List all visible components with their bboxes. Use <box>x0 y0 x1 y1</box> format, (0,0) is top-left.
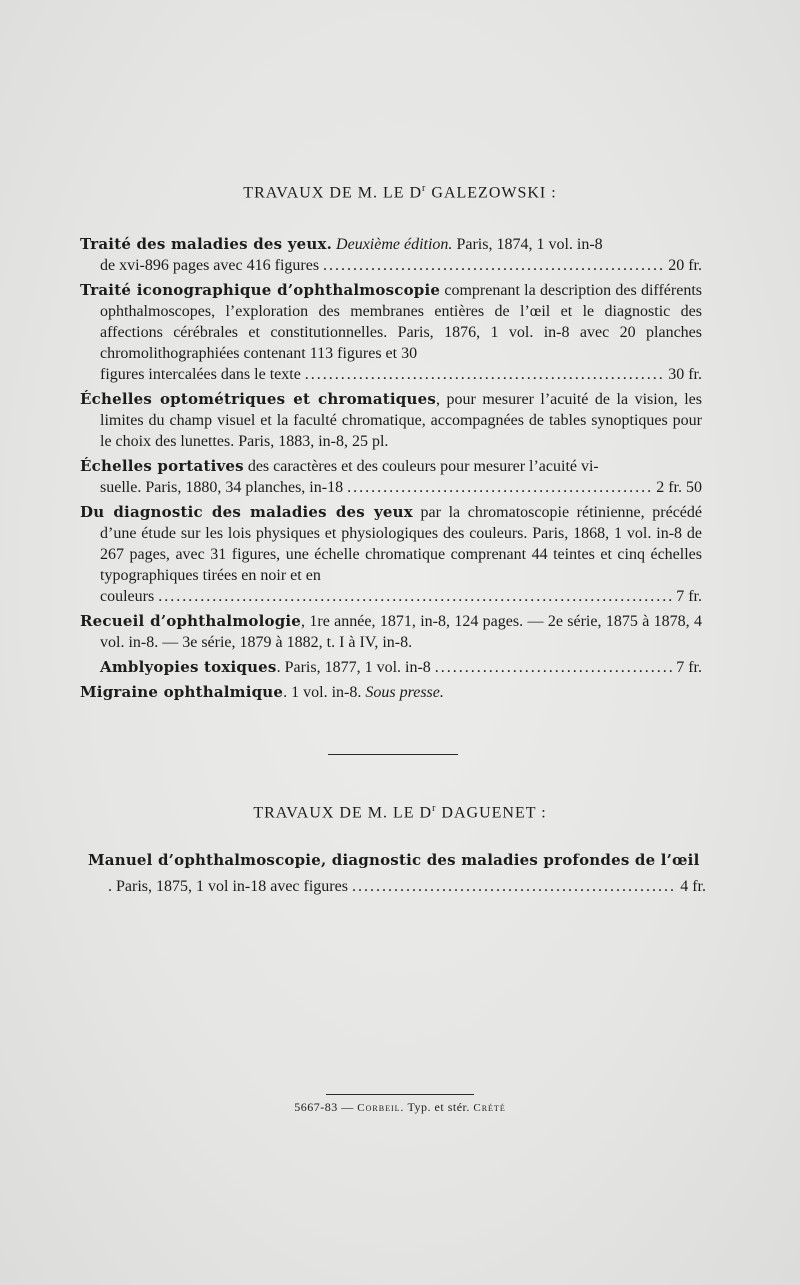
daguenet-price-line-wrapper <box>108 876 706 897</box>
printer-name: Crété <box>473 1102 506 1114</box>
work-title: Traité iconographique d’ophthalmoscopie <box>80 281 441 299</box>
heading-text: TRAVAUX DE M. LE D <box>253 804 433 822</box>
work-title: Traité des maladies des yeux. <box>80 235 333 253</box>
work-details: . Paris, 1877, 1 vol. in-8 <box>276 659 431 676</box>
work-title: Échelles portatives <box>80 457 244 475</box>
heading-superscript: r <box>432 803 437 814</box>
work-details: des caractères et des couleurs pour mesurer l’acuité vi- <box>243 458 599 475</box>
footer-rule <box>326 1094 474 1095</box>
heading-text-end: GALEZOWSKI : <box>426 184 557 202</box>
work-edition: Deuxième édition. <box>336 236 453 253</box>
work-price-line <box>100 586 702 607</box>
work-price: 7 fr. <box>676 659 702 676</box>
work-entry <box>80 389 702 452</box>
printer-type: Typ. et stér. <box>404 1100 474 1114</box>
printer-town: Corbeil. <box>357 1102 405 1114</box>
heading-text: TRAVAUX DE M. LE D <box>243 184 423 202</box>
work-entry <box>80 502 702 607</box>
work-title: Manuel d’ophthalmoscopie, diagnostic des maladies profondes de l’œil <box>88 851 700 869</box>
work-details-end: couleurs <box>100 588 155 605</box>
work-price: 20 fr. <box>668 257 702 274</box>
work-price: 7 fr. <box>676 588 702 605</box>
work-title: Du diagnostic des maladies des yeux <box>80 503 413 521</box>
work-details: , pour mesurer l’acuité de la vision, les limites du champ visuel et la faculté chromatique, accompagnées de tables synoptiques pour le choix des lunettes. Paris, 1883, in-8, 25 pl. <box>100 391 702 450</box>
work-price-line <box>100 255 702 276</box>
work-details-end: figures intercalées dans le texte <box>100 366 301 383</box>
work-title-line <box>100 657 431 678</box>
work-details: , 1re année, 1871, in-8, 124 pages. — 2e série, 1875 à 1878, 4 vol. in-8. — 3e série, 1879 à 1882, t. I à IV, in-8. <box>100 613 703 651</box>
dot-leader <box>352 876 676 897</box>
work-title: Recueil d’ophthalmologie <box>80 612 302 630</box>
work-details: comprenant la description des différents ophthalmoscopes, l’exploration des membranes entières de l’œil et le diagnostic des affections cérébrales et constitutionnelles. Paris, 1876, 1 vol. in-8 avec 20 planches chromolithographiées contenant 113 figures et 30 <box>100 282 703 362</box>
daguenet-works-list <box>88 850 706 875</box>
section-divider <box>328 754 458 755</box>
work-details-end: suelle. Paris, 1880, 34 planches, in-18 <box>100 479 344 496</box>
work-details: . 1 vol. in-8. <box>283 684 366 701</box>
work-entry <box>80 682 702 703</box>
work-entry <box>80 657 702 678</box>
dot-leader <box>158 586 672 607</box>
galezowski-works-list <box>80 234 702 707</box>
work-details: par la chromatoscopie rétinienne, précédé d’une étude sur les lois physiques et physiologiques des couleurs. Paris, 1868, 1 vol. in-8 de 267 pages, avec 31 figures, une échelle chromatique comprenant 44 teintes et cinq échelles typographiques tirées en noir et en <box>100 504 703 584</box>
section-heading-daguenet <box>0 803 800 822</box>
work-entry <box>80 280 702 385</box>
print-code: 5667-83 — <box>294 1100 358 1114</box>
work-title: Amblyopies toxiques <box>100 658 277 676</box>
work-price: 30 fr. <box>668 366 702 383</box>
work-title: Échelles optométriques et chromatiques <box>80 390 436 408</box>
dot-leader <box>347 477 652 498</box>
work-price: 4 fr. <box>680 878 706 895</box>
printer-colophon <box>0 1100 800 1115</box>
work-price: 2 fr. 50 <box>656 479 702 496</box>
heading-superscript: r <box>422 183 427 194</box>
work-entry <box>88 850 706 871</box>
work-price-line <box>100 657 702 678</box>
work-title: Migraine ophthalmique <box>80 683 284 701</box>
work-details: Paris, 1874, 1 vol. in-8 <box>452 236 603 253</box>
work-details-end: de xvi-896 pages avec 416 figures <box>100 257 320 274</box>
work-details-end: . Paris, 1875, 1 vol in-18 avec figures <box>108 878 348 895</box>
section-heading-galezowski <box>0 183 800 202</box>
work-entry <box>80 456 702 498</box>
work-status: Sous presse. <box>365 684 444 701</box>
work-entry <box>80 611 702 653</box>
work-price-line <box>108 876 706 897</box>
work-price-line <box>100 477 702 498</box>
dot-leader <box>305 364 664 385</box>
work-price-line <box>100 364 702 385</box>
dot-leader <box>435 657 672 678</box>
dot-leader <box>323 255 664 276</box>
work-entry <box>80 234 702 276</box>
heading-text-end: DAGUENET : <box>436 804 547 822</box>
